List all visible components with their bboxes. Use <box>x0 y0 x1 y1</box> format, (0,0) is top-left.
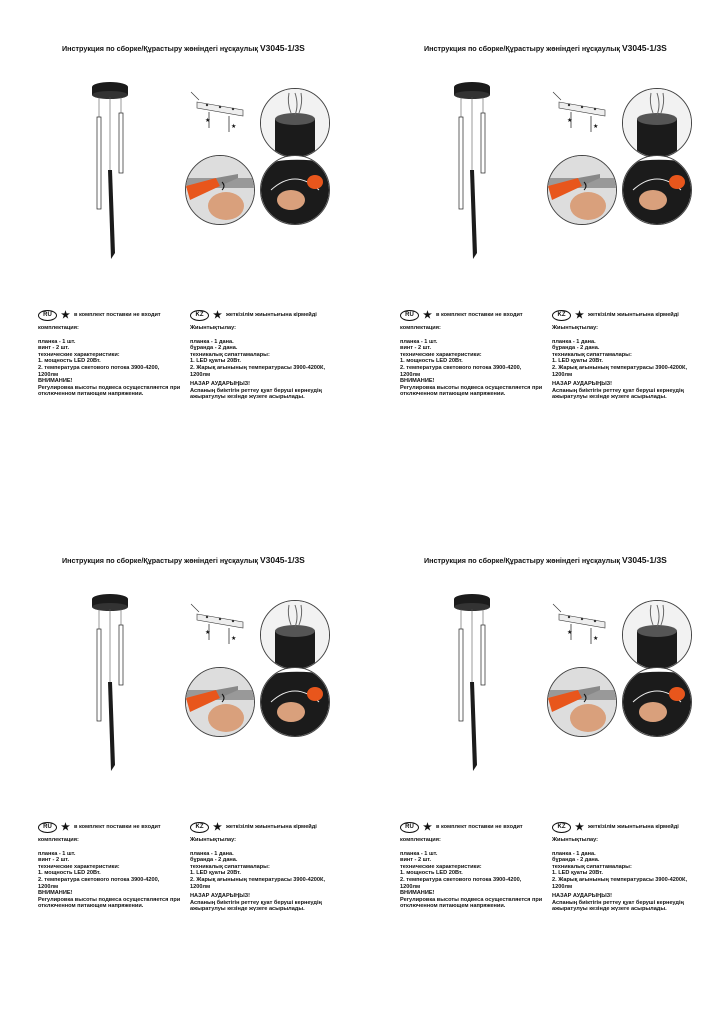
text-line: Инструкция по сборке/Құрастыру жөніндегі нұсқаулық <box>424 44 620 53</box>
text-line: 1. LED қуаты 20Вт. <box>552 870 603 877</box>
ru-text-column <box>400 822 565 910</box>
mounting-bracket-diagram <box>547 600 617 650</box>
svg-text:★: ★ <box>231 124 237 130</box>
kz-text-column <box>190 822 355 913</box>
text-line: 1. мощность LED 20Вт. <box>400 870 463 877</box>
photo-cable-adjustment <box>260 667 330 737</box>
star-icon: ★ <box>213 309 222 321</box>
text-line: в комплект поставки не входит <box>73 824 161 831</box>
model-code: V3045-1/3S <box>621 43 667 53</box>
text-line: 1. LED қуаты 20Вт. <box>190 358 241 365</box>
text-line: планка - 1 шт. <box>400 850 438 857</box>
photo-screwdriver-bracket <box>185 155 255 225</box>
text-line: 2. температура светового потока 3900-4200, <box>38 876 160 883</box>
text-line: 1. мощность LED 20Вт. <box>400 358 463 365</box>
text-line: Инструкция по сборке/Құрастыру жөніндегі нұсқаулық <box>62 556 258 565</box>
photo-wires-canopy <box>622 88 692 158</box>
text-line: Жиынтықтылау: <box>552 837 599 843</box>
text-line: техникалық сипаттамалары: <box>190 863 270 870</box>
star-icon: ★ <box>61 821 70 833</box>
text-line: винт - 2 шт. <box>38 857 70 864</box>
text-line: планка - 1 дана. <box>190 338 234 345</box>
text-line: Регулировка высоты подвеса осуществляется при отключенном питающем напряжении. <box>400 896 543 910</box>
model-code: V3045-1/3S <box>621 555 667 565</box>
kz-language-badge: KZ <box>190 822 209 833</box>
instruction-sheet-1 <box>0 0 360 510</box>
text-line: 2. температура светового потока 3900-4200, <box>400 364 522 371</box>
text-line: планка - 1 шт. <box>400 338 438 345</box>
text-line: 1200лм <box>400 883 421 890</box>
kz-language-badge: KZ <box>552 310 571 321</box>
text-line: НАЗАР АУДАРЫҢЫЗ! <box>552 893 613 900</box>
star-icon: ★ <box>61 309 70 321</box>
text-line: 1200лм <box>190 883 211 890</box>
pendant-lamp-illustration <box>447 75 497 265</box>
sheet-title <box>424 43 667 53</box>
text-line: 1200лм <box>38 883 59 890</box>
pendant-lamp-illustration <box>85 75 135 265</box>
text-line: ВНИМАНИЕ! <box>38 890 73 897</box>
kz-text-column <box>552 822 717 913</box>
svg-text:★: ★ <box>205 118 211 124</box>
svg-text:★: ★ <box>567 630 573 636</box>
text-line: жеткізілім жиынтығына кірмейді <box>225 312 317 319</box>
text-line: Жиынтықтылау: <box>190 837 237 843</box>
text-line: Инструкция по сборке/Құрастыру жөніндегі нұсқаулық <box>424 556 620 565</box>
text-line: технические характеристики: <box>38 351 120 358</box>
text-line: 1200лм <box>400 371 421 378</box>
photo-screwdriver-bracket <box>185 667 255 737</box>
mounting-bracket-diagram <box>547 88 617 138</box>
instruction-sheet-2 <box>362 0 722 510</box>
text-line: 2. температура светового потока 3900-4200, <box>38 364 160 371</box>
star-icon: ★ <box>575 821 584 833</box>
svg-text:★: ★ <box>205 630 211 636</box>
instruction-sheet-3 <box>0 512 360 1022</box>
ru-language-badge: RU <box>38 310 57 321</box>
text-line: Аспаның биіктігін реттеу қуат беруші кернеудің ажыратулуы кезінде жүзеге асырылады. <box>190 387 322 401</box>
text-line: техникалық сипаттамалары: <box>552 351 632 358</box>
text-line: 2. Жарық ағынының температурасы 3900-4200К, <box>552 876 688 883</box>
text-line: планка - 1 дана. <box>552 338 596 345</box>
text-line: технические характеристики: <box>400 351 482 358</box>
sheet-title <box>62 555 305 565</box>
text-line: 1200лм <box>552 883 573 890</box>
pendant-lamp-illustration <box>85 587 135 777</box>
text-line: ВНИМАНИЕ! <box>400 378 435 385</box>
ru-language-badge: RU <box>400 310 419 321</box>
text-line: Регулировка высоты подвеса осуществляется при отключенном питающем напряжении. <box>400 384 543 398</box>
text-line: 2. температура светового потока 3900-4200, <box>400 876 522 883</box>
text-line: 2. Жарық ағынының температурасы 3900-4200К, <box>190 876 326 883</box>
star-icon: ★ <box>575 309 584 321</box>
text-line: Инструкция по сборке/Құрастыру жөніндегі нұсқаулық <box>62 44 258 53</box>
ru-text-column <box>400 310 565 398</box>
text-line: 1. мощность LED 20Вт. <box>38 358 101 365</box>
text-line: 2. Жарық ағынының температурасы 3900-4200К, <box>190 364 326 371</box>
photo-wires-canopy <box>260 600 330 670</box>
text-line: винт - 2 шт. <box>400 857 432 864</box>
text-line: жеткізілім жиынтығына кірмейді <box>587 312 679 319</box>
kz-language-badge: KZ <box>552 822 571 833</box>
text-line: комплектация: <box>38 325 79 331</box>
kz-text-column <box>190 310 355 401</box>
sheet-title <box>424 555 667 565</box>
mounting-bracket-diagram <box>185 600 255 650</box>
text-line: ВНИМАНИЕ! <box>38 378 73 385</box>
text-line: в комплект поставки не входит <box>435 312 523 319</box>
ru-text-column <box>38 310 203 398</box>
photo-screwdriver-bracket <box>547 155 617 225</box>
star-icon: ★ <box>213 821 222 833</box>
text-line: Регулировка высоты подвеса осуществляется при отключенном питающем напряжении. <box>38 384 181 398</box>
text-line: комплектация: <box>400 325 441 331</box>
text-line: бұранда - 2 дана. <box>190 345 238 352</box>
text-line: Аспаның биіктігін реттеу қуат беруші кернеудің ажыратулуы кезінде жүзеге асырылады. <box>552 899 684 913</box>
text-line: бұранда - 2 дана. <box>552 857 600 864</box>
text-line: жеткізілім жиынтығына кірмейді <box>587 824 679 831</box>
text-line: 2. Жарық ағынының температурасы 3900-4200К, <box>552 364 688 371</box>
text-line: в комплект поставки не входит <box>435 824 523 831</box>
kz-text-column <box>552 310 717 401</box>
sheet-title <box>62 43 305 53</box>
text-line: Жиынтықтылау: <box>552 325 599 331</box>
text-line: 1. LED қуаты 20Вт. <box>552 358 603 365</box>
svg-text:★: ★ <box>231 636 237 642</box>
text-line: в комплект поставки не входит <box>73 312 161 319</box>
text-line: комплектация: <box>400 837 441 843</box>
text-line: НАЗАР АУДАРЫҢЫЗ! <box>552 381 613 388</box>
svg-text:★: ★ <box>593 124 599 130</box>
ru-language-badge: RU <box>38 822 57 833</box>
text-line: техникалық сипаттамалары: <box>190 351 270 358</box>
text-line: 1200лм <box>38 371 59 378</box>
text-line: Регулировка высоты подвеса осуществляется при отключенном питающем напряжении. <box>38 896 181 910</box>
text-line: технические характеристики: <box>38 863 120 870</box>
text-line: жеткізілім жиынтығына кірмейді <box>225 824 317 831</box>
text-line: винт - 2 шт. <box>38 345 70 352</box>
photo-cable-adjustment <box>622 667 692 737</box>
text-line: винт - 2 шт. <box>400 345 432 352</box>
model-code: V3045-1/3S <box>259 555 305 565</box>
text-line: планка - 1 дана. <box>190 850 234 857</box>
star-icon: ★ <box>423 821 432 833</box>
photo-cable-adjustment <box>260 155 330 225</box>
ru-language-badge: RU <box>400 822 419 833</box>
text-line: планка - 1 дана. <box>552 850 596 857</box>
instruction-sheet-4 <box>362 512 722 1022</box>
ru-text-column <box>38 822 203 910</box>
text-line: техникалық сипаттамалары: <box>552 863 632 870</box>
text-line: 1200лм <box>190 371 211 378</box>
text-line: Жиынтықтылау: <box>190 325 237 331</box>
text-line: комплектация: <box>38 837 79 843</box>
photo-wires-canopy <box>622 600 692 670</box>
photo-screwdriver-bracket <box>547 667 617 737</box>
photo-cable-adjustment <box>622 155 692 225</box>
text-line: 1. мощность LED 20Вт. <box>38 870 101 877</box>
model-code: V3045-1/3S <box>259 43 305 53</box>
kz-language-badge: KZ <box>190 310 209 321</box>
text-line: 1200лм <box>552 371 573 378</box>
text-line: НАЗАР АУДАРЫҢЫЗ! <box>190 381 251 388</box>
text-line: технические характеристики: <box>400 863 482 870</box>
text-line: планка - 1 шт. <box>38 850 76 857</box>
photo-wires-canopy <box>260 88 330 158</box>
mounting-bracket-diagram <box>185 88 255 138</box>
text-line: ВНИМАНИЕ! <box>400 890 435 897</box>
text-line: НАЗАР АУДАРЫҢЫЗ! <box>190 893 251 900</box>
text-line: бұранда - 2 дана. <box>190 857 238 864</box>
pendant-lamp-illustration <box>447 587 497 777</box>
text-line: Аспаның биіктігін реттеу қуат беруші кернеудің ажыратулуы кезінде жүзеге асырылады. <box>190 899 322 913</box>
text-line: Аспаның биіктігін реттеу қуат беруші кернеудің ажыратулуы кезінде жүзеге асырылады. <box>552 387 684 401</box>
text-line: 1. LED қуаты 20Вт. <box>190 870 241 877</box>
text-line: планка - 1 шт. <box>38 338 76 345</box>
svg-text:★: ★ <box>593 636 599 642</box>
star-icon: ★ <box>423 309 432 321</box>
svg-text:★: ★ <box>567 118 573 124</box>
text-line: бұранда - 2 дана. <box>552 345 600 352</box>
